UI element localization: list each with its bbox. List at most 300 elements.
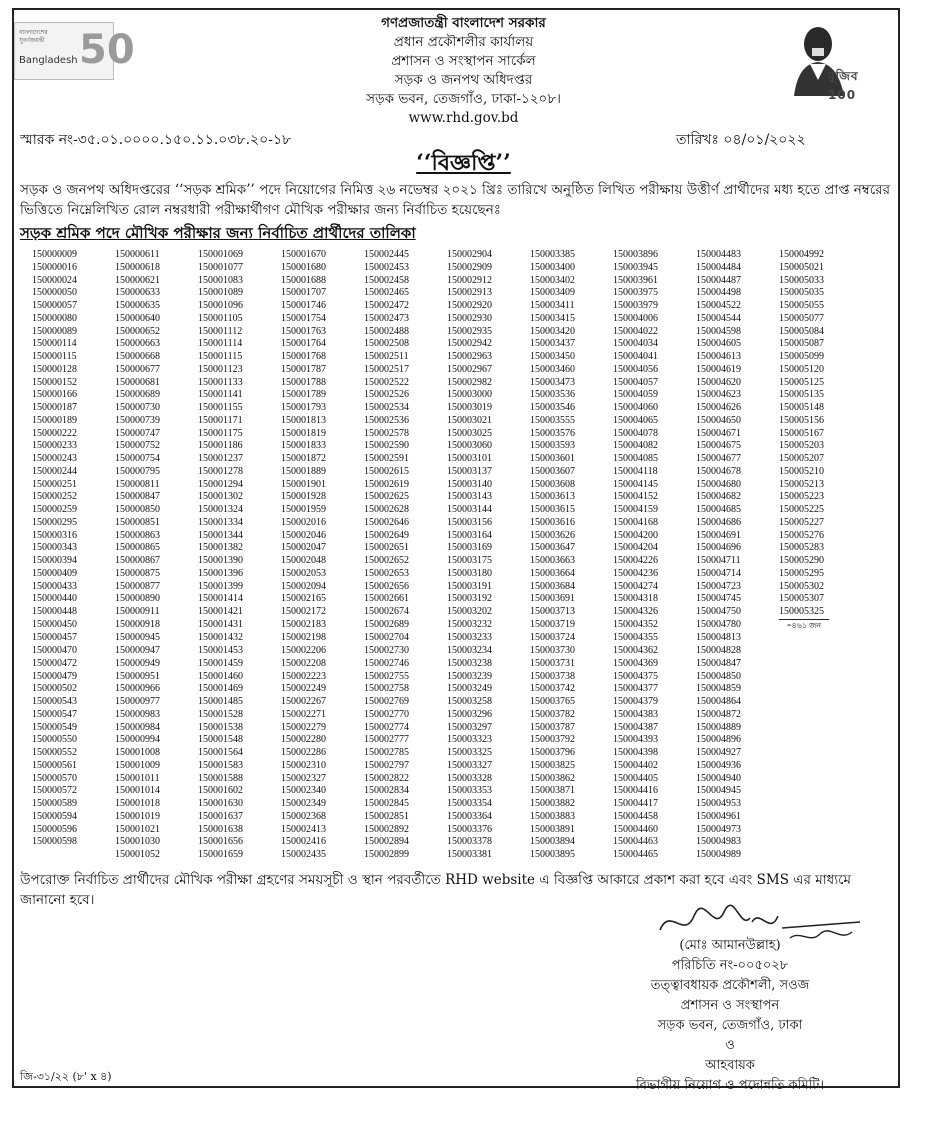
roll-number: 150004417 <box>613 798 658 809</box>
roll-number: 150002689 <box>364 618 409 630</box>
roll-number: 150005156 <box>779 414 824 426</box>
table-row <box>32 402 839 415</box>
roll-number: 150005290 <box>779 555 824 566</box>
table-row <box>32 709 839 722</box>
roll-number: 150003192 <box>447 593 492 605</box>
roll-number: 150002536 <box>364 414 409 426</box>
roll-number: 150004691 <box>696 529 741 541</box>
notice-title <box>0 146 927 183</box>
roll-number: 150002488 <box>364 325 409 337</box>
roll-number: 150000754 <box>115 453 160 464</box>
roll-number: 150004677 <box>696 453 741 464</box>
roll-number: 150000681 <box>115 376 160 388</box>
roll-number: 150000640 <box>115 312 160 324</box>
roll-number: 150003325 <box>447 747 492 758</box>
roll-number: 150000251 <box>32 478 77 490</box>
roll-number: 150004484 <box>696 261 741 273</box>
roll-number: 150004983 <box>696 836 741 848</box>
roll-number: 150003019 <box>447 402 492 413</box>
roll-number: 150004872 <box>696 708 741 720</box>
roll-number: 150001819 <box>281 427 326 439</box>
roll-number: 150003536 <box>530 389 575 401</box>
roll-number: 150004927 <box>696 747 741 758</box>
roll-number: 150002208 <box>281 657 326 669</box>
roll-number: 150001637 <box>198 810 243 822</box>
roll-number: 150003249 <box>447 683 492 695</box>
roll-number: 150001485 <box>198 696 243 707</box>
roll-number: 150002340 <box>281 785 326 797</box>
table-row <box>32 747 839 760</box>
roll-number: 150002646 <box>364 516 409 528</box>
roll-number: 150001460 <box>198 670 243 682</box>
roll-number: 150002652 <box>364 555 409 566</box>
roll-number: 150004828 <box>696 645 741 656</box>
roll-number: 150004274 <box>613 580 658 592</box>
roll-number: 150000128 <box>32 363 77 375</box>
roll-number: 150004383 <box>613 708 658 720</box>
roll-number: 150003792 <box>530 734 575 746</box>
letterhead <box>0 14 927 128</box>
roll-number: 150002797 <box>364 759 409 771</box>
roll-number: 150003576 <box>530 427 575 439</box>
roll-number: 150001021 <box>115 823 160 835</box>
roll-number: 150002661 <box>364 593 409 605</box>
roll-number: 150004034 <box>613 338 658 350</box>
roll-number: 150001171 <box>198 414 243 426</box>
roll-number: 150000472 <box>32 657 77 669</box>
roll-number: 150003460 <box>530 363 575 375</box>
roll-number: 150003664 <box>530 567 575 579</box>
roll-number: 150000050 <box>32 287 77 299</box>
roll-number: 150002755 <box>364 670 409 682</box>
roll-number: 150001928 <box>281 491 326 503</box>
table-row <box>32 275 839 288</box>
roll-number: 150001069 <box>198 249 243 260</box>
roll-number: 150004006 <box>613 312 658 324</box>
roll-number: 150001175 <box>198 427 243 439</box>
roll-number: 150000016 <box>32 261 77 273</box>
roll-number: 150001583 <box>198 759 243 771</box>
roll-number: 150001344 <box>198 529 243 541</box>
roll-number: 150001788 <box>281 376 326 388</box>
roll-number: 150001564 <box>198 747 243 758</box>
roll-number <box>779 709 839 722</box>
roll-number: 150003979 <box>613 300 658 311</box>
roll-number: 150000114 <box>32 338 77 350</box>
roll-number: 150000863 <box>115 529 160 541</box>
roll-number: 150002465 <box>364 287 409 299</box>
roll-number: 150001602 <box>198 785 243 797</box>
roll-number: 150000457 <box>32 632 77 644</box>
roll-number: 150004022 <box>613 325 658 337</box>
roll-number: 150004204 <box>613 542 658 554</box>
table-row <box>32 696 839 709</box>
signatory-name: (মোঃ আমানউল্লাহ) <box>679 938 781 953</box>
roll-number: 150001133 <box>198 376 243 388</box>
logo-mujib-label: মুজিব 100 <box>828 69 859 102</box>
table-row <box>32 530 839 543</box>
roll-number <box>779 722 839 735</box>
roll-number <box>779 811 839 824</box>
roll-number: 150002223 <box>281 670 326 682</box>
roll-number: 150001746 <box>281 300 326 311</box>
roll-number: 150000739 <box>115 414 160 426</box>
table-row <box>32 798 839 811</box>
roll-number: 150000550 <box>32 734 77 746</box>
roll-number: 150002758 <box>364 683 409 695</box>
roll-number: 150003691 <box>530 593 575 605</box>
roll-number: 150004522 <box>696 300 741 311</box>
roll-number: 150004544 <box>696 312 741 324</box>
roll-number: 150003202 <box>447 606 492 617</box>
table-row <box>32 542 839 555</box>
roll-number: 150001754 <box>281 312 326 324</box>
roll-number: 150001334 <box>198 516 243 528</box>
roll-number: 150000611 <box>115 249 160 260</box>
roll-number: 150000448 <box>32 606 77 617</box>
table-row <box>32 504 839 517</box>
roll-number: 150003381 <box>447 849 492 860</box>
roll-number: 150004226 <box>613 555 658 566</box>
logo-bangladesh-label: Bangladesh <box>19 55 78 66</box>
roll-number: 150002615 <box>364 465 409 477</box>
table-row <box>32 313 839 326</box>
roll-number: 150005033 <box>779 274 824 286</box>
roll-number: 150002892 <box>364 823 409 835</box>
table-row <box>32 491 839 504</box>
table-row <box>32 593 839 606</box>
table-row <box>32 262 839 275</box>
roll-number: 150001833 <box>281 440 326 452</box>
roll-number: 150003140 <box>447 478 492 490</box>
roll-number <box>779 785 839 798</box>
roll-number: 150004723 <box>696 580 741 592</box>
roll-number: 150001793 <box>281 402 326 413</box>
roll-number: 150003385 <box>530 249 575 260</box>
roll-number: 150000984 <box>115 721 160 733</box>
roll-number: 150002909 <box>447 261 492 273</box>
roll-number <box>779 836 839 849</box>
roll-number: 150001432 <box>198 632 243 644</box>
roll-number: 150005021 <box>779 261 824 273</box>
roll-number: 150002534 <box>364 402 409 413</box>
roll-number: 150004318 <box>613 593 658 605</box>
roll-number: 150003608 <box>530 478 575 490</box>
roll-number: 150000730 <box>115 402 160 413</box>
footer-note: উপরোক্ত নির্বাচিত প্রার্থীদের মৌখিক পরীক্ষা গ্রহণের সময়সূচী ও স্থান পরবর্তীতে RHD website এ বিজ্ঞপ্তি আকারে প্রকাশ করা হবে এবং SMS এর মাধ্যমে জানানো হবে। <box>20 872 852 908</box>
roll-number: 150000867 <box>115 555 160 566</box>
table-row <box>32 377 839 390</box>
roll-number: 150002368 <box>281 810 326 822</box>
roll-number: 150005055 <box>779 300 824 311</box>
roll-number: 150004973 <box>696 823 741 835</box>
roll-number: 150003232 <box>447 618 492 630</box>
roll-number: 150000166 <box>32 389 77 401</box>
roll-number: 150003607 <box>530 465 575 477</box>
table-row <box>32 479 839 492</box>
roll-number: 150002904 <box>447 249 492 260</box>
roll-number: 150003233 <box>447 632 492 644</box>
table-row <box>32 619 839 633</box>
roll-number: 150003353 <box>447 785 492 797</box>
roll-number: 150004236 <box>613 567 658 579</box>
roll-number: 150004387 <box>613 721 658 733</box>
roll-number: 150005084 <box>779 325 824 337</box>
roll-number: 150003402 <box>530 274 575 286</box>
roll-number: 150003647 <box>530 542 575 554</box>
roll-number: 150002785 <box>364 747 409 758</box>
table-row <box>32 734 839 747</box>
roll-number: 150004598 <box>696 325 741 337</box>
list-heading: সড়ক শ্রমিক পদে মৌখিক পরীক্ষার জন্য নির্বাচিত প্রার্থীদের তালিকা <box>20 224 416 242</box>
roll-number <box>779 632 839 645</box>
roll-number: 150000479 <box>32 670 77 682</box>
signatory-line: বিভাগীয় নিয়োগ ও পদোন্নতি কমিটি। <box>635 1078 825 1093</box>
table-row <box>32 351 839 364</box>
roll-number: 150003000 <box>447 389 492 401</box>
table-row <box>32 555 839 568</box>
roll-number: 150000433 <box>32 580 77 592</box>
roll-number: 150001141 <box>198 389 243 401</box>
roll-number: 150003730 <box>530 645 575 656</box>
roll-number: 150002730 <box>364 645 409 656</box>
roll-number: 150002899 <box>364 849 409 860</box>
roll-number: 150003894 <box>530 836 575 848</box>
roll-number: 150003891 <box>530 823 575 835</box>
header-line: সড়ক ভবন, তেজগাঁও, ঢাকা-১২০৮। <box>366 91 561 107</box>
roll-number: 150004678 <box>696 465 741 477</box>
roll-number: 150004940 <box>696 772 741 784</box>
roll-number: 150001382 <box>198 542 243 554</box>
header-website: www.rhd.gov.bd <box>408 110 519 126</box>
roll-number: 150002526 <box>364 389 409 401</box>
roll-number: 150000689 <box>115 389 160 401</box>
roll-number: 150002198 <box>281 632 326 644</box>
roll-number: 150003862 <box>530 772 575 784</box>
roll-number: 150003328 <box>447 772 492 784</box>
roll-number: 150002913 <box>447 287 492 299</box>
roll-number: 150003411 <box>530 300 575 311</box>
roll-number: 150001155 <box>198 402 243 413</box>
roll-number: 150002746 <box>364 657 409 669</box>
table-row <box>32 773 839 786</box>
roll-number: 150003719 <box>530 618 575 630</box>
roll-number: 150000570 <box>32 772 77 784</box>
roll-number: 150004680 <box>696 478 741 490</box>
roll-number: 150001872 <box>281 453 326 464</box>
roll-number: 150004377 <box>613 683 658 695</box>
roll-number: 150004057 <box>613 376 658 388</box>
roll-number: 150004945 <box>696 785 741 797</box>
roll-number: 150004650 <box>696 414 741 426</box>
roll-number: 150001030 <box>115 836 160 848</box>
roll-number: 150000057 <box>32 300 77 311</box>
roll-number: 150005125 <box>779 376 824 388</box>
roll-number: 150005325 <box>779 606 824 617</box>
roll-number: 150002453 <box>364 261 409 273</box>
roll-number: 150003895 <box>530 849 575 860</box>
roll-number: 150001414 <box>198 593 243 605</box>
roll-number: 150004326 <box>613 606 658 617</box>
roll-number: 150004078 <box>613 427 658 439</box>
roll-number: 150002822 <box>364 772 409 784</box>
roll-number: 150000877 <box>115 580 160 592</box>
roll-number: 150000252 <box>32 491 77 503</box>
roll-number: 150001115 <box>198 351 243 362</box>
roll-number <box>779 824 839 837</box>
roll-number: 150001959 <box>281 504 326 515</box>
signature-block <box>580 936 880 1096</box>
roll-number: 150001787 <box>281 363 326 375</box>
roll-number: 150004145 <box>613 478 658 490</box>
roll-number: 150002591 <box>364 453 409 464</box>
table-row <box>32 389 839 402</box>
roll-number: 150005207 <box>779 453 824 464</box>
logo-fifty-label: 50 <box>79 27 135 73</box>
roll-number: 150002894 <box>364 836 409 848</box>
roll-number: 150004059 <box>613 389 658 401</box>
signatory-line: তত্ত্বাবধায়ক প্রকৌশলী, সওজ <box>650 978 810 993</box>
roll-number: 150004889 <box>696 721 741 733</box>
roll-number: 150002047 <box>281 542 326 554</box>
table-row <box>32 722 839 735</box>
roll-number: 150000189 <box>32 414 77 426</box>
roll-number: 150004619 <box>696 363 741 375</box>
roll-number: 150000847 <box>115 491 160 503</box>
table-row <box>32 415 839 428</box>
roll-number: 150004745 <box>696 593 741 605</box>
logo-small-text: বাংলাদেশের সুবর্ণজয়ন্তী <box>19 29 48 44</box>
roll-number: 150004375 <box>613 670 658 682</box>
roll-number: 150000983 <box>115 708 160 720</box>
roll-number: 150003164 <box>447 529 492 541</box>
roll-number: 150002445 <box>364 249 409 260</box>
roll-number: 150000243 <box>32 453 77 464</box>
roll-number: 150002249 <box>281 683 326 695</box>
roll-number: 150002578 <box>364 427 409 439</box>
roll-number: 150003450 <box>530 351 575 362</box>
roll-number: 150005302 <box>779 580 824 592</box>
roll-number: 150001638 <box>198 823 243 835</box>
roll-number: 150001538 <box>198 721 243 733</box>
roll-number: 150002967 <box>447 363 492 375</box>
roll-number: 150002279 <box>281 721 326 733</box>
roll-number: 150001112 <box>198 325 243 337</box>
roll-number: 150002619 <box>364 478 409 490</box>
table-row <box>32 760 839 773</box>
table-row <box>32 287 839 300</box>
roll-number: 150003473 <box>530 376 575 388</box>
roll-number: 150003615 <box>530 504 575 515</box>
roll-number: 150003239 <box>447 670 492 682</box>
roll-number: 150004623 <box>696 389 741 401</box>
roll-number: 150002458 <box>364 274 409 286</box>
signatory-line: ও <box>725 1038 735 1053</box>
roll-number: 150003323 <box>447 734 492 746</box>
roll-number: 150000890 <box>115 593 160 605</box>
roll-number: 150003731 <box>530 657 575 669</box>
roll-number: 150003376 <box>447 823 492 835</box>
roll-number: 150003101 <box>447 453 492 464</box>
roll-number: 150000009 <box>32 249 77 260</box>
table-row <box>32 632 839 645</box>
roll-number: 150001670 <box>281 249 326 260</box>
roll-number: 150000811 <box>115 478 160 490</box>
roll-number: 150004369 <box>613 657 658 669</box>
roll-number: 150000187 <box>32 402 77 413</box>
roll-number: 150001009 <box>115 759 160 771</box>
roll-number: 150001763 <box>281 325 326 337</box>
roll-number: 150002172 <box>281 606 326 617</box>
roll-number: 150003354 <box>447 798 492 809</box>
roll-number: 150000949 <box>115 657 160 669</box>
header-line: প্রধান প্রকৌশলীর কার্যালয় <box>393 34 534 50</box>
roll-number: 150002046 <box>281 529 326 541</box>
roll-number: 150005295 <box>779 567 824 579</box>
roll-number: 150001011 <box>115 772 160 784</box>
roll-number: 150004379 <box>613 696 658 707</box>
roll-number: 150000233 <box>32 440 77 452</box>
roll-number: 150001105 <box>198 312 243 324</box>
roll-number: 150001688 <box>281 274 326 286</box>
roll-number: 150004355 <box>613 632 658 644</box>
table-row <box>32 326 839 339</box>
roll-number: 150000635 <box>115 300 160 311</box>
roll-number: 150004620 <box>696 376 741 388</box>
roll-number <box>32 849 115 862</box>
table-row <box>32 849 839 862</box>
roll-number: 150002649 <box>364 529 409 541</box>
signatory-line: প্রশাসন ও সংস্থাপন <box>680 998 780 1013</box>
roll-number: 150005099 <box>779 351 824 362</box>
roll-number: 150000589 <box>32 798 77 809</box>
roll-number: 150002349 <box>281 798 326 809</box>
roll-number: 150000222 <box>32 427 77 439</box>
roll-number: 150005087 <box>779 338 824 350</box>
roll-number: 150002656 <box>364 580 409 592</box>
roll-number: 150001302 <box>198 491 243 503</box>
roll-number: 150001237 <box>198 453 243 464</box>
signatory-line: সড়ক ভবন, তেজগাঁও, ঢাকা <box>657 1018 803 1033</box>
roll-number: 150004060 <box>613 402 658 413</box>
roll-number: 150001453 <box>198 645 243 656</box>
table-row <box>32 785 839 798</box>
roll-number: 150003175 <box>447 555 492 566</box>
roll-number: 150001278 <box>198 465 243 477</box>
roll-number: 150002628 <box>364 504 409 515</box>
roll-number: 150003400 <box>530 261 575 273</box>
notice-title-text: ‘‘বিজ্ঞপ্তি’’ <box>416 150 511 176</box>
roll-number: 150004682 <box>696 491 741 503</box>
roll-number: 150004613 <box>696 351 741 362</box>
roll-number <box>779 696 839 709</box>
roll-number: 150004864 <box>696 696 741 707</box>
roll-number-table <box>32 249 839 862</box>
roll-number: 150003191 <box>447 580 492 592</box>
roll-number: 150004483 <box>696 249 741 260</box>
intro-paragraph: সড়ক ও জনপথ অধিদপ্তরের ‘‘সড়ক শ্রমিক’’ পদে নিয়োগের নিমিত্ত ২৬ নভেম্বর ২০২১ খ্রিঃ তারিখে অনুষ্ঠিত লিখিত পরীক্ষায় উত্তীর্ণ প্রার্থীদের মধ্য হতে প্রাপ্ত নম্বরের ভিত্তিতে নিম্নেলিখিত রোল নম্বরধারী পরীক্ষার্থীগণ মৌখিক পরীক্ষার জন্য নির্বাচিত হয়েছেনঃ <box>20 182 890 218</box>
roll-number: 150001421 <box>198 606 243 617</box>
roll-number: 150002625 <box>364 491 409 503</box>
roll-number: 150000865 <box>115 542 160 554</box>
roll-number: 150000652 <box>115 325 160 337</box>
roll-number: 150000594 <box>32 810 77 822</box>
roll-number: 150000850 <box>115 504 160 515</box>
roll-number: 150004487 <box>696 274 741 286</box>
roll-number: 150001459 <box>198 657 243 669</box>
roll-number: 150002769 <box>364 696 409 707</box>
roll-number: 150004671 <box>696 427 741 439</box>
